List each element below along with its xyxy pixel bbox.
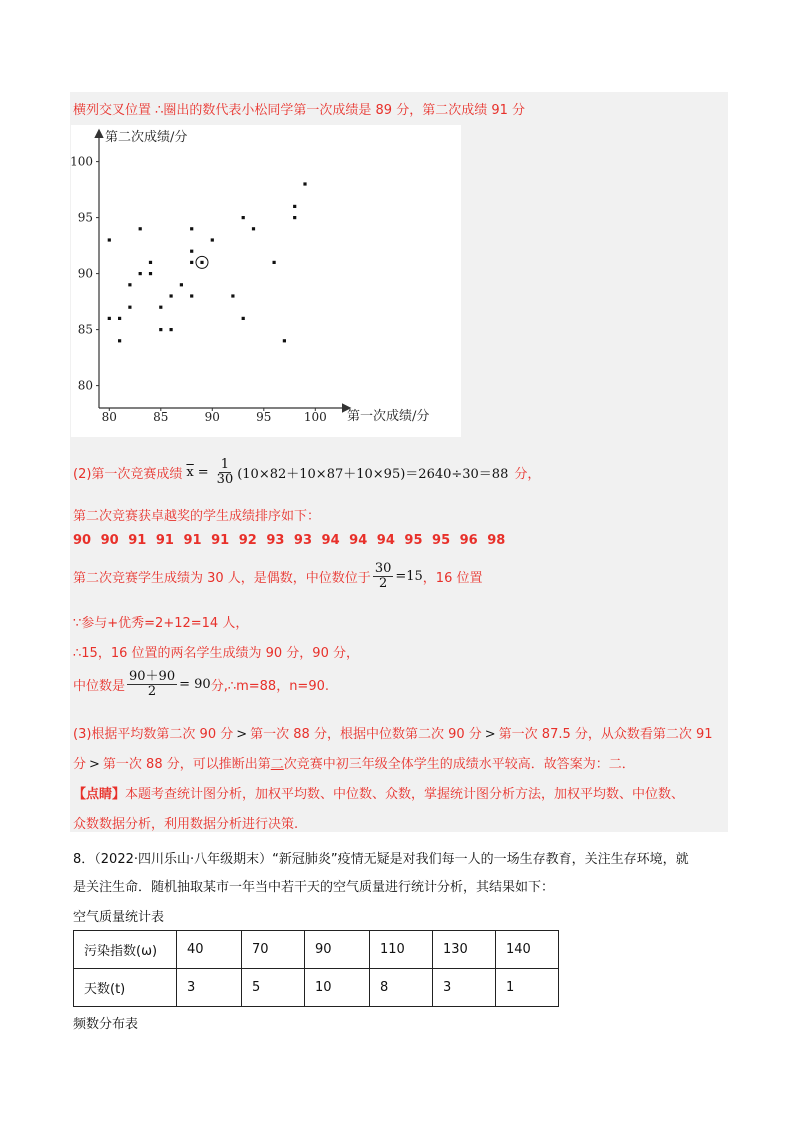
table-cell: 3 [177,969,242,1007]
scatter-point [180,283,183,286]
gt-sign: > [89,757,100,772]
scatter-point [128,283,131,286]
x-tick-label: 80 [101,410,117,424]
part2-prefix: (2)第一次竞赛成绩 [73,467,183,482]
scatter-point [149,261,152,264]
frac-num: 30 [374,561,392,576]
frac-num: 90＋90 [129,669,176,684]
part2-line4 [73,562,482,591]
scatter-point [231,294,234,297]
part2-line6: ∴15，16 位置的两名学生成绩为 90 分，90 分， [73,646,359,661]
gt-sign: > [236,727,248,742]
frequency-table-title: 频数分布表 [73,1017,139,1032]
answer-line-1: 横列交叉位置 ∴圈出的数代表小松同学第一次成绩是 89 分，第二次成绩 91 分 [73,103,526,118]
x-tick-label: 90 [204,410,220,424]
scatter-point [118,317,121,320]
y-tick-label: 100 [71,154,93,169]
part3-line2 [73,753,635,772]
row-label-days: 天数(t) [74,969,177,1007]
median-result: = 90 [179,677,211,692]
table-cell: 1 [496,969,559,1007]
table-cell: 40 [177,931,242,969]
scatter-point [303,182,306,185]
part2-line7 [73,670,329,699]
fraction-median [127,670,177,699]
part3-line4: 众数数据分析，利用数据分析进行决策. [73,817,299,832]
scatter-point [293,205,296,208]
scatter-point [139,272,142,275]
table-title: 空气质量统计表 [73,910,165,925]
mean-expression: (10×82＋10×87＋10×95)＝2640÷30＝88 [237,467,509,482]
y-tick-label: 85 [77,322,93,337]
half-result: =15 [395,569,423,584]
scatter-point [273,261,276,264]
x-tick-label: 100 [303,410,327,424]
frac-den: 30 [216,472,234,487]
scatter-point [252,227,255,230]
p3-l2a: 分 [73,757,87,772]
scatter-point [211,238,214,241]
scatter-point [128,306,131,309]
scatter-point [190,261,193,264]
p3-l3: 本题考查统计图分析，加权平均数、中位数、众数，掌握统计图分析方法，加权平均数、中位数、 [125,787,685,802]
scatter-point [108,238,111,241]
part3-line1 [73,723,713,742]
p3-l1b: 第一次 88 分，根据中位数第二次 90 分 [250,727,482,742]
frac-den: 2 [378,576,388,591]
table-cell: 110 [370,931,433,969]
row-label-index: 污染指数(ω) [74,931,177,969]
p3-l2c: 次竞赛中初三年级全体学生的成绩水平较高．故答案为：二． [283,757,635,772]
scatter-point [149,272,152,275]
p3-l1c: 第一次 87.5 分，从众数看第二次 91 [498,727,713,742]
line4-pre: 第二次竞赛学生成绩为 30 人，是偶数，中位数位于 [73,571,371,586]
scatter-chart [71,125,461,437]
x-tick-label: 85 [153,410,169,424]
part2-line2: 第二次竞赛获卓越奖的学生成绩排序如下： [73,509,321,524]
question-8-line1: 8．（2022·四川乐山·八年级期末）“新冠肺炎”疫情无疑是对我们每一人的一场生存教育，关注生存环境，就 [73,852,689,867]
scatter-point [139,227,142,230]
x-bar: $\overline{x}$ [186,465,194,480]
y-tick-label: 95 [77,210,93,225]
part3-line3 [73,783,684,802]
x-axis-label: 第一次成绩/分 [347,409,430,424]
p3-l2b: 第一次 88 分，可以推断出第 [102,757,271,772]
scatter-point [242,317,245,320]
frac-num: 1 [220,457,230,472]
scatter-point [118,339,121,342]
y-axis-label: 第二次成绩/分 [105,130,188,145]
fraction-1-30 [215,458,236,487]
score-list: 90 90 91 91 91 91 92 93 93 94 94 94 95 95 96 98 [73,533,506,548]
table-cell: 5 [242,969,305,1007]
table-cell: 140 [496,931,559,969]
scatter-point [242,216,245,219]
line7-pre: 中位数是 [73,679,126,694]
y-tick-label: 90 [77,266,93,281]
table-cell: 70 [242,931,305,969]
scatter-point [108,317,111,320]
scatter-point [283,339,286,342]
scatter-point [170,328,173,331]
scatter-point [190,227,193,230]
x-tick-label: 95 [256,410,272,424]
scatter-point [190,294,193,297]
scatter-point [293,216,296,219]
line4-post: ，16 位置 [422,571,483,586]
table-row [74,931,559,969]
scatter-point [159,306,162,309]
frac-den: 2 [147,684,157,699]
table-cell: 130 [433,931,496,969]
p3-l1a: (3)根据平均数第二次 90 分 [73,727,234,742]
p3-l2u: 二 [270,757,284,772]
table-cell: 90 [305,931,370,969]
scatter-plot-svg [71,125,461,437]
scatter-point [190,250,193,253]
part2-line1 [73,458,540,487]
comment-tag: 【点睛】 [73,787,126,802]
fraction-30-2 [373,562,394,591]
scatter-point [159,328,162,331]
scatter-point [170,294,173,297]
question-8-line2: 是关注生命．随机抽取某市一年当中若干天的空气质量进行统计分析，其结果如下： [73,880,555,895]
eq-sign: = [197,465,209,480]
air-quality-table [73,930,559,1007]
table-cell: 10 [305,969,370,1007]
y-tick-label: 80 [77,378,93,393]
part2-line5: ∵参与+优秀=2+12=14 人， [73,616,249,631]
table-cell: 3 [433,969,496,1007]
table-cell: 8 [370,969,433,1007]
line7-post: 分,∴m=88，n=90. [210,679,329,694]
table-row [74,969,559,1007]
gt-sign: > [484,727,496,742]
scatter-point [200,261,203,264]
unit-text: 分， [514,467,541,482]
